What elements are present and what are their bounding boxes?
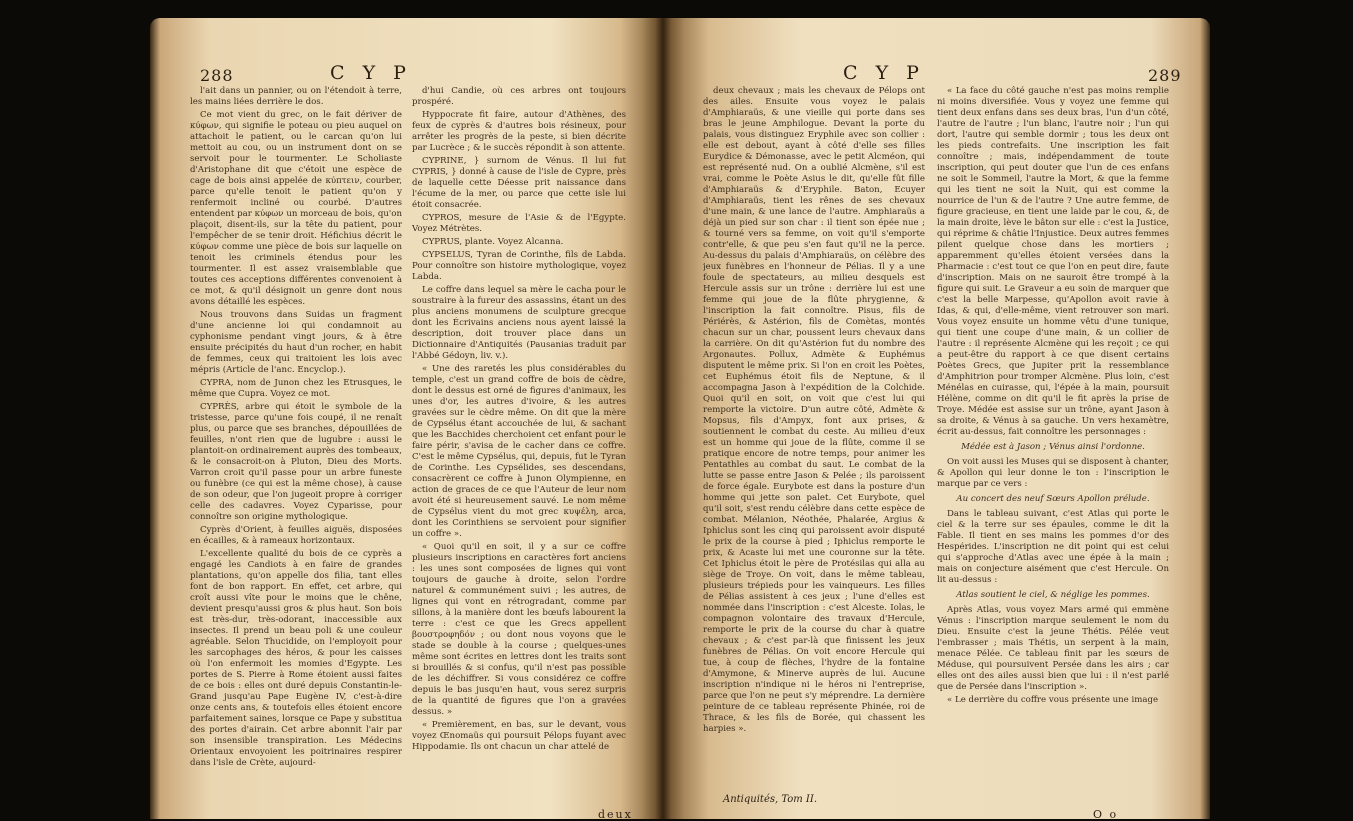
verse-line: Atlas soutient le ciel, & néglige les pommes. [956,590,1150,600]
paragraph: L'excellente qualité du bois de ce cyprès a engagé les Candiots à en faire de grandes plantations, qu'on appelle dos filia, tant elles font de bon rapport. En effet, cet arbre, qui croît aussi vîte pour le moins que le chêne, devient presqu'aussi gros & plus haut. Son bois est très-dur, très-odorant, inaccessible aux insectes. Il prend un beau poli & une couleur agréable. Selon Thucidide, on l'employoit pour les sarcophages des héros, & pour les caisses où l'on enfermoit les momies d'Egypte. Les portes de S. Pierre à Rome étoient aussi faites de ce bois : elles ont duré depuis Constantin-le-Grand jusqu'au Pape Eugène IV, c'est-à-dire onze cents ans, & toutefois elles étoient encore parfaitement saines, lorsque ce Pape y substitua des portes d'airain. Cet arbre abonnit l'air par son insensible transpiration. Les Médecins Orientaux envoyoient les poitrinaires respirer dans l'isle de Crète, aujourd- [190,549,402,768]
open-book [150,18,1210,819]
paragraph: « Le derrière du coffre vous présente une image [947,695,1159,705]
paragraph: CYPRA, nom de Junon chez les Etrusques, le même que Cupra. Voyez ce mot. [190,378,402,399]
paragraph: On voit aussi les Muses qui se disposent à chanter, & Apollon qui leur donne le ton : l'inscription le marque par ce vers : [937,457,1169,489]
paragraph: CYPROS, mesure de l'Asie & de l'Egypte. Voyez Métrètes. [412,213,626,234]
paragraph: CYPRINE, } surnom de Vénus. Il lui fut CYPRIS, } donné à cause de l'isle de Cypre, près de laquelle cette Déesse prit naissance dans l'écume de la mer, ou parce que cette isle lui étoit consacrée. [412,156,626,210]
paragraph: Nous trouvons dans Suidas un fragment d'une ancienne loi qui condamnoit au cyphonisme pendant vingt jours, & à être ensuite précipités du haut d'un rocher, en habit de femmes, ceux qui traitoient les lois avec mépris (Article de l'anc. Encyclop.). [190,310,402,375]
paragraph: « La face du côté gauche n'est pas moins remplie ni moins diversifiée. Vous y voyez une femme qui tient deux enfans dans ses deux bras, l'un d'un côté, l'autre de l'autre ; l'un blanc, l'autre noir ; l'un qui dort, l'autre qui semble dormir ; tous les deux ont les pieds contrefaits. Une inscription les fait connoître ; mais, indépendamment de toute inscription, qui peut douter que l'un de ces enfans ne soit le Sommeil, l'autre la Mort, & que la femme qui les tient ne soit la Nuit, qui est comme la nourrice de l'un & de l'autre ? Une autre femme, de figure gracieuse, en tient une laide par le cou, &, de la main droite, lève le bâton sur elle : c'est la Justice, qui réprime & châtie l'Injustice. Deux autres femmes pilent quelque chose dans les mortiers ; apparemment qu'elles étoient versées dans la Pharmacie : c'est tout ce que l'on en peut dire, faute d'inscription. Mais on ne sauroit être trompé à la figure qui suit. Le Graveur a eu soin de marquer que c'est la belle Marpesse, qu'Apollon avoit ravie à Idas, & qui, d'elle-même, vient retrouver son mari. Vous voyez ensuite un homme vêtu d'une tunique, qui tient une coupe d'une main, & un collier de l'autre : il représente Alcmène qui les reçoit ; ce qui a peut-être du rapport à ce que disent certains Poètes Grecs, que Jupiter prit la ressemblance d'Amphitrion pour tromper Alcmène. Plus loin, c'est Ménélas en cuirasse, qui, l'épée à la main, poursuit Hélène, comme on dit qu'il le fit après la prise de Troye. Médée est assise sur un trône, ayant Jason à sa droite, & Vénus à sa gauche. Un vers hexamètre, écrit au-dessus, fait connoître les personnages : [937,86,1169,437]
paragraph: CYPRÈS, arbre qui étoit le symbole de la tristesse, parce qu'une fois coupé, il ne renaît plus, ou parce que ses branches, dépouillées de feuilles, n'ont rien que de lugubre : aussi le plantoit-on ordinairement auprès des tombeaux, & le consacroit-on à Pluton, Dieu des Morts. Varron croit qu'il passe pour un arbre funeste ou funèbre (ce qui est la même chose), à cause de son odeur, que l'on jugeoit propre à corriger celle des cadavres. Voyez Cyparisse, pour connoître son origine mythologique. [190,402,402,522]
paragraph: Dans le tableau suivant, c'est Atlas qui porte le ciel & la terre sur ses épaules, comme le dit la Fable. Il tient en ses mains les pommes d'or des Hespérides. L'inscription ne dit point qui est celui qui s'approche d'Atlas avec une épée à la main ; mais on conjecture aisément que c'est Hercule. On lit au-dessus : [937,509,1169,585]
paragraph: « Premièrement, en bas, sur le devant, vous voyez Œnomaüs qui poursuit Pélops fuyant avec Hippodamie. Ils ont chacun un char attelé de [412,720,626,752]
running-head: C Y P [843,62,925,84]
paragraph: CYPRUS, plante. Voyez Alcanna. [422,237,564,247]
page-number: 289 [1148,66,1182,85]
column-1 [703,86,925,786]
volume-footer: Antiquités, Tom II. [723,794,817,805]
paragraph: deux chevaux ; mais les chevaux de Pélops ont des ailes. Ensuite vous voyez le palais d'Amphiaraüs, & une vieille qui porte dans ses bras le jeune Amphilogue. Devant la porte du palais, vous distinguez Eryphile avec son collier : elle est debout, ayant à côté d'elle ses filles Eurydice & Démonasse, avec le petit Alcméon, qui est représenté nud. On a oublié Alcmène, s'il est vrai, comme le Poète Asius le dit, qu'elle fût fille d'Amphiaraüs & d'Eryphile. Baton, Ecuyer d'Amphiaraüs, tient les rênes de ses chevaux d'une main, & une lance de l'autre. Amphiaraüs a déjà un pied sur son char : il tient son épée nue ; & tourné vers sa femme, on voit qu'il s'emporte contr'elle, & que peu s'en faut qu'il ne la perce. Au-dessus du palais d'Amphiaraüs, on célèbre des jeux funèbres en l'honneur de Pélias. Il y a une foule de spectateurs, au milieu desquels est Hercule assis sur un trône : derrière lui est une femme qui joue de la flûte phrygienne, & l'inscription la fait connoître. Pisus, fils de Périérès, & Astérion, fils de Comètas, montés chacun sur un char, poussent leurs chevaux dans la carrière. On dit qu'Astérion fut du nombre des Argonautes. Pollux, Admète & Euphémus disputent le même prix. Si l'on en croit les Poètes, cet Euphémus étoit fils de Neptune, & il accompagna Jason à l'expédition de la Colchide. Quoi qu'il en soit, on voit que c'est lui qui remporte la victoire. D'un autre côté, Admète & Mopsus, fils d'Ampyx, font aux prises, & soutiennent le combat du ceste. Au milieu d'eux est un homme qui joue de la flûte, comme il se pratique encore de notre temps, pour animer les Pentathles au combat du saut. Le combat de la lutte se passe entre Jason & Pelée ; ils paroissent de force égale. Eurybote est dans la posture d'un homme qui jette son palet. Cet Eurybote, quel qu'il soit, s'est rendu célèbre dans cette espèce de combat. Mélanion, Néothée, Phalarée, Argius & Iphiclus sont les cinq qui paroissent avoir disputé le prix de la course à pied ; Iphiclus remporte le prix, & Acaste lui met une couronne sur la tête. Cet Iphiclus étoit le père de Protésilas qui alla au siège de Troye. On voit, dans le même tableau, plusieurs trépieds pour les vainqueurs. Les filles de Pélias assistent à ces jeux ; l'une d'elles est nommée dans l'inscription : c'est Alceste. Iolas, le compagnon volontaire des travaux d'Hercule, remporte le prix de la course du char à quatre chevaux ; & c'est par-là que finissent les jeux funèbres de Pélias. On voit encore Hercule qui tue, à coup de flèches, l'hydre de la fontaine d'Amymone, & Minerve auprès de lui. Aucune inscription n'indique ni le héros ni l'entreprise, parce que l'on ne peut s'y méprendre. La dernière peinture de ce tableau représente Phinée, roi de Thrace, & les fils de Borée, qui chassent les harpies ». [703,86,925,734]
column-2 [412,86,626,806]
paragraph: CYPSELUS, Tyran de Corinthe, fils de Labda. Pour connoître son histoire mythologique, voyez Labda. [412,250,626,282]
paragraph: « Une des raretés les plus considérables du temple, c'est un grand coffre de bois de cèdre, dont le dessus est orné de figures d'animaux, les unes d'or, les autres d'ivoire, & les autres gravées sur le cèdre même. On dit que la mère de Cypsélus étant accouchée de lui, & sachant que les Bacchides cherchoient cet enfant pour le faire périr, s'avisa de le cacher dans ce coffre. C'est le même Cypsélus, qui, depuis, fut le Tyran de Corinthe. Les Cypsélides, ses descendans, consacrèrent ce coffre à Junon Olympienne, en action de graces de ce que l'Auteur de leur nom avoit été si heureusement sauvé. Le nom même de Cypsélus vient du mot grec κυψέλη, arca, dont les Corinthiens se servoient pour signifier un coffre ». [412,364,626,539]
catchword: deux [598,808,633,821]
paragraph: Après Atlas, vous voyez Mars armé qui emmène Vénus : l'inscription marque seulement le nom du Dieu. Ensuite c'est la jeune Thétis. Pélée veut l'embrasser ; mais Thétis, un serpent à la main, menace Pélée. Ce tableau finit par les sœurs de Méduse, qui poursuivent Persée dans les airs ; car elles ont des ailes aussi bien que lui : il n'est parlé que de Persée dans l'inscription ». [937,605,1169,692]
column-1 [190,86,402,806]
page-number: 288 [200,66,234,85]
paragraph: d'hui Candie, où ces arbres ont toujours prospéré. [412,86,626,107]
paragraph: « Quoi qu'il en soit, il y a sur ce coffre plusieurs inscriptions en caractères fort anciens : les unes sont composées de lignes qui vont toujours de gauche à droite, selon l'ordre naturel & communément suivi ; les autres, de lignes qui vont en rétrogradant, comme par sillons, à la manière dont les bœufs labourent la terre : c'est ce que les Grecs appellent βουστροφηδόν ; ou dont nous voyons que le stade se double à la course ; quelques-unes même sont écrites en lettres dont les traits sont si brouillés & si confus, qu'il n'est pas possible de les déchiffrer. Si vous considérez ce coffre depuis le bas jusqu'en haut, vous serez surpris de la quantité de figures que l'on a gravées dessus. » [412,542,626,717]
right-page [663,18,1210,819]
paragraph: Ce mot vient du grec, on le fait dériver de κύφων, qui signifie le poteau ou pieu auquel on attachoit le patient, ou le carcan qu'on lui mettoit au cou, ou un instrument dont on se servoit pour le tourmenter. Le Scholiaste d'Aristophane dit que c'étoit une espèce de cage de bois ainsi appelée de κύπτειν, courber, parce qu'elle tenoit le patient qu'on y renfermoit incliné ou courbé. D'autres entendent par κύφων un morceau de bois, qu'on plaçoit, disent-ils, sur la tête du patient, pour l'empêcher de se tenir droit. Héfichius décrit le κύφων comme une pièce de bois sur laquelle on tenoit les criminels étendus pour les tourmenter. Il est assez vraisemblable que toutes ces acceptions différentes convenoient à ce mot, & qu'il désignoit un genre dont nous avons détaillé les espèces. [190,110,402,307]
signature-mark: O o [1093,808,1119,821]
column-2 [937,86,1169,806]
paragraph: Hyppocrate fit faire, autour d'Athènes, des feux de cyprès & d'autres bois résineux, pour arrêter les progrès de la peste, si bien décrite par Lucrèce ; & le succès répondit à son attente. [412,110,626,153]
paragraph: Le coffre dans lequel sa mère le cacha pour le soustraire à la fureur des assassins, étant un des plus anciens monumens de sculpture grecque dont les Écrivains anciens nous ayent laissé la description, doit trouver place dans un Dictionnaire d'Antiquités (Pausanias traduit par l'Abbé Gédoyn, liv. v.). [412,285,626,361]
running-head: C Y P [330,62,412,84]
verse-line: Au concert des neuf Sœurs Apollon prélude. [956,494,1150,504]
paragraph: Cyprès d'Orient, à feuilles aiguës, disposées en écailles, & à rameaux horizontaux. [190,525,402,546]
left-page [150,18,663,819]
verse-line: Médée est à Jason ; Vénus ainsi l'ordonne. [961,442,1145,452]
paragraph: l'ait dans un pannier, ou on l'étendoit à terre, les mains liées derrière le dos. [190,86,402,107]
